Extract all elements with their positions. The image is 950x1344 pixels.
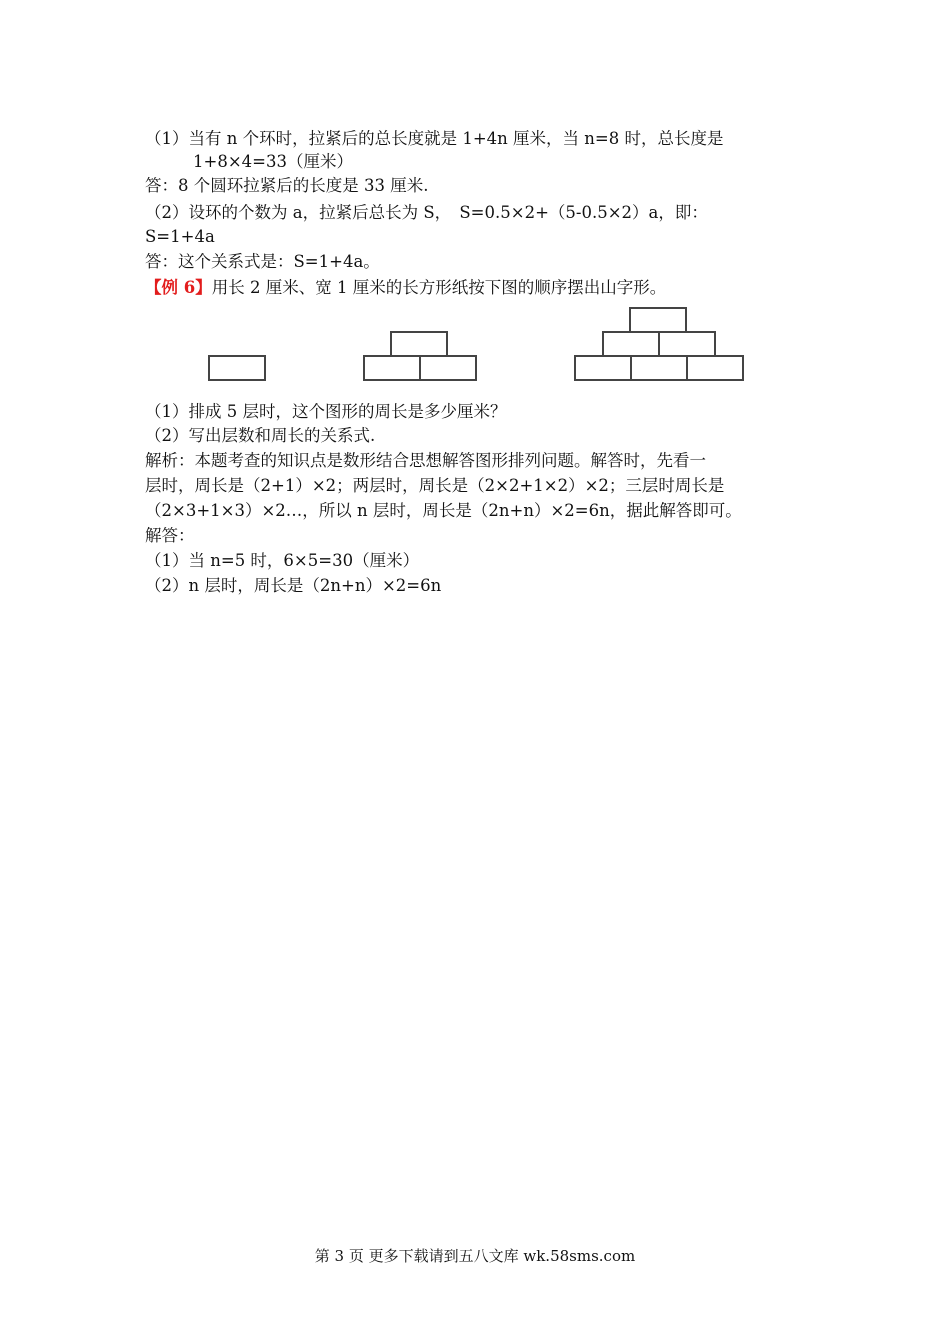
figure-2-bottom-left-rect <box>364 356 420 380</box>
figure-3-middle-left-rect <box>603 332 659 356</box>
solution-line-3: （2）设环的个数为 a，拉紧后总长为 S， S=0.5×2+（5-0.5×2）a，即： <box>145 203 708 222</box>
figure-3-bottom-middle-rect <box>631 356 687 380</box>
figure-3-middle-right-rect <box>659 332 715 356</box>
answer-line-1: 答：8 个圆环拉紧后的长度是 33 厘米. <box>145 176 429 195</box>
example-tag: 【例 6】 <box>145 278 212 297</box>
example-text: 用长 2 厘米、宽 1 厘米的长方形纸按下图的顺序摆出山字形。 <box>211 278 667 297</box>
answer-part-1: （1）当 n=5 时，6×5=30（厘米） <box>145 551 420 570</box>
figure-3-bottom-left-rect <box>575 356 631 380</box>
analysis-line-2: 层时，周长是（2+1）×2；两层时，周长是（2×2+1×2）×2；三层时周长是 <box>145 476 725 495</box>
answer-part-2: （2）n 层时，周长是（2n+n）×2=6n <box>145 576 442 595</box>
solution-line-1: （1）当有 n 个环时，拉紧后的总长度就是 1+4n 厘米，当 n=8 时，总长度是 <box>145 129 724 148</box>
answer-heading: 解答： <box>145 526 195 545</box>
solution-line-2: 1+8×4=33（厘米） <box>193 152 353 171</box>
figure-2-top-rect <box>391 332 447 356</box>
analysis-line-1: 解析：本题考查的知识点是数形结合思想解答图形排列问题。解答时，先看一 <box>145 451 706 470</box>
mountain-rectangles-figure <box>150 302 770 392</box>
question-1: （1）排成 5 层时，这个图形的周长是多少厘米？ <box>145 402 507 421</box>
figure-3-top-rect <box>630 308 686 332</box>
analysis-line-3: （2×3+1×3）×2…，所以 n 层时，周长是（2n+n）×2=6n，据此解答即可。 <box>145 501 742 520</box>
page-footer: 第 3 页 更多下载请到五八文库 wk.58sms.com <box>314 1247 636 1265</box>
figure-1-rect <box>209 356 265 380</box>
formula-line: S=1+4a <box>145 227 215 246</box>
question-2: （2）写出层数和周长的关系式. <box>145 426 376 445</box>
figure-3-bottom-right-rect <box>687 356 743 380</box>
answer-line-2: 答：这个关系式是：S=1+4a。 <box>145 252 380 271</box>
example-heading <box>145 276 666 299</box>
figure-2-bottom-right-rect <box>420 356 476 380</box>
